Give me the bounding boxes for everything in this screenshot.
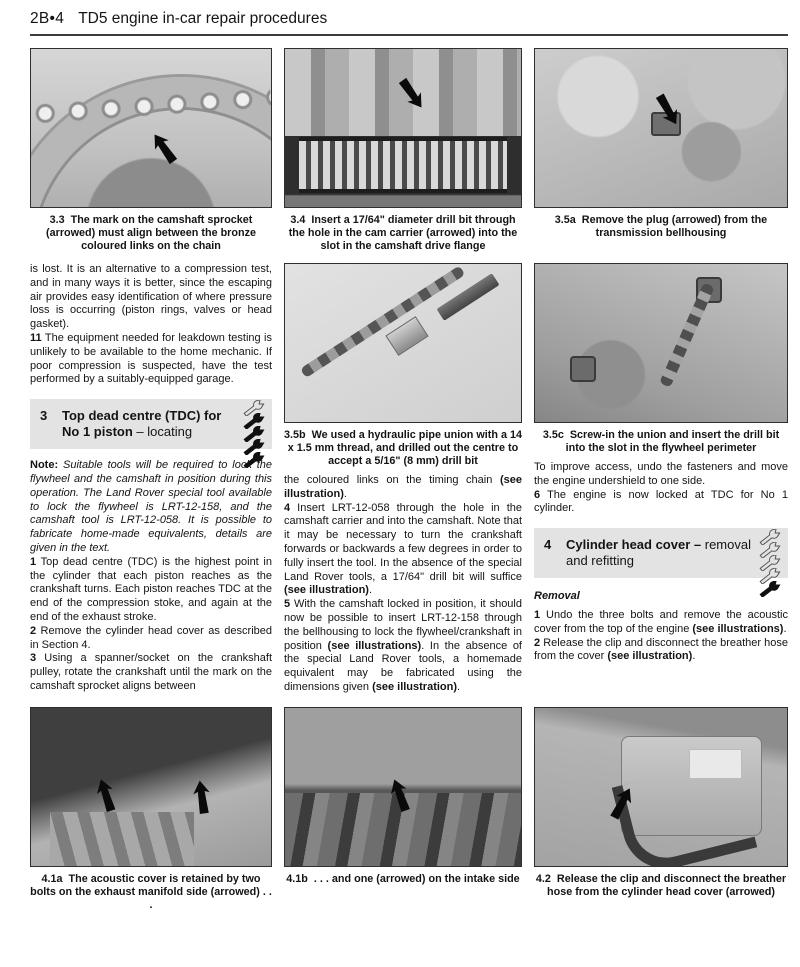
page-title: TD5 engine in-car repair procedures — [78, 10, 328, 27]
caption-3-5c: 3.5c Screw-in the union and insert the drill bit into the slot in the flywheel perimeter — [542, 429, 783, 454]
paragraph: 1 Undo the three bolts and remove the acoustic cover from the top of the engine (see illustrations). — [534, 608, 788, 635]
section-title: Top dead centre (TDC) for No 1 piston – locating — [62, 408, 222, 440]
spanner-icon — [757, 581, 783, 597]
paragraph: 1 Top dead centre (TDC) is the highest point in the cylinder that each piston reaches as the crankshaft turns. Each piston reaches TDC at the end of the compression stoke, and again at the end of the exhaust stroke. — [30, 555, 272, 623]
content-columns — [30, 263, 788, 695]
section-title: Cylinder head cover – removal and refitting — [566, 537, 751, 569]
caption-3-4: 3.4 Insert a 17/64" diameter drill bit through the hole in the cam carrier (arrowed) into the slot in the camshaft drive flange — [288, 214, 521, 252]
paragraph: 11 The equipment needed for leakdown testing is unlikely to be available to the home mechanic. If poor compression is suspected, have the test performed by a suitably-equipped garage. — [30, 331, 272, 386]
caption-3-5b: 3.5b We used a hydraulic pipe union with a 14 x 1.5 mm thread, and drilled out the centre to accept a 5/16" (8 mm) drill bit — [284, 429, 525, 467]
arrow-icon — [86, 774, 125, 816]
middle-column — [284, 263, 525, 695]
section-number: 3 — [40, 408, 48, 424]
paragraph: 5 With the camshaft locked in position, it should now be possible to insert LRT-12-158 through the bellhousing to lock the flywheel/crankshaft in position (see illustrations). In the absence of the special Land Rover tools, a homemade equivalent may be fabricated using the dimensions given (see illustration). — [284, 598, 522, 693]
paragraph: 6 The engine is now locked at TDC for No 1 cylinder. — [534, 488, 788, 515]
figure-3-5a — [534, 48, 788, 253]
header-divider — [30, 34, 788, 36]
drill-bit-shape — [659, 282, 715, 387]
paragraph: 3 Using a spanner/socket on the crankshaft pulley, rotate the crankshaft until the mark on the camshaft sprocket aligns between — [30, 652, 272, 692]
spanner-icon — [241, 452, 267, 468]
arrow-icon — [185, 778, 219, 816]
photo-pipe-union-drill — [284, 263, 522, 423]
bottom-photo-row — [30, 707, 788, 912]
paragraph: To improve access, undo the fasteners and move the engine undershield to one side. — [534, 461, 788, 487]
figure-4-2 — [534, 707, 788, 912]
photo-flywheel-drill — [534, 263, 788, 423]
paragraph: the coloured links on the timing chain (see illustration). — [284, 474, 522, 500]
paragraph: 4 Insert LRT-12-058 through the hole in the camshaft carrier and into the camshaft. Note that it may be necessary to turn the crankshaft forwards or backwards a few degrees in order to fully insert the tool. In the absence of the special Land Rover tools, a 17/64" drill bit will suffice (see illustration). — [284, 501, 522, 597]
drill-bit-shape — [300, 265, 465, 378]
photo-bellhousing-plug — [534, 48, 788, 208]
photo-camshaft-sprocket — [30, 48, 272, 208]
caption-4-1b: 4.1b . . . and one (arrowed) on the intake side — [286, 872, 520, 885]
paragraph: 2 Remove the cylinder head cover as described in Section 4. — [30, 624, 272, 651]
figure-4-1b — [284, 707, 522, 912]
removal-heading: Removal — [534, 590, 580, 603]
figure-3-3 — [30, 48, 272, 253]
paragraph: is lost. It is an alternative to a compression test, and in many ways it is better, since the escaping air provides easy identification of where pressure loss is occurring (piston rings, valves or head gasket). — [30, 263, 272, 331]
difficulty-rating — [241, 403, 267, 465]
caption-3-3: 3.3 The mark on the camshaft sprocket (arrowed) must align between the bronze coloured links on the chain — [46, 214, 259, 252]
figure-3-4 — [284, 48, 522, 253]
photo-breather-hose — [534, 707, 788, 867]
figure-4-1a — [30, 707, 275, 912]
manifold-shape — [50, 812, 194, 866]
paragraph: 2 Release the clip and disconnect the breather hose from the cover (see illustration). — [534, 636, 788, 663]
bolt-shape — [570, 356, 596, 382]
page-reference: 2B•4 — [30, 10, 65, 27]
caption-3-5a: 3.5a Remove the plug (arrowed) from the transmission bellhousing — [554, 214, 771, 239]
photo-cam-carrier — [284, 48, 522, 208]
section-number: 4 — [544, 537, 552, 553]
photo-acoustic-cover-exhaust — [30, 707, 272, 867]
page-header — [30, 8, 788, 28]
caption-4-2: 4.2 Release the clip and disconnect the breather hose from the cylinder head cover (arrowed) — [535, 872, 790, 898]
top-photo-row — [30, 48, 788, 253]
note-paragraph: Note: Suitable tools will be required to lock the flywheel and the camshaft in position during this operation. The Land Rover special tool available to lock the flywheel is LRT-12-158, and the camshaft tool is LRT-12-058. It is possible to fabricate home-made equivalents, details are given in the text. — [30, 459, 272, 554]
photo-acoustic-cover-intake — [284, 707, 522, 867]
left-column — [30, 263, 272, 694]
section-4-heading — [534, 528, 788, 578]
right-column — [534, 263, 788, 664]
caption-4-1a: 4.1a The acoustic cover is retained by two bolts on the exhaust manifold side (arrowed) . . . — [30, 872, 275, 911]
difficulty-rating — [757, 532, 783, 594]
section-3-heading — [30, 399, 272, 449]
timing-chain-shape — [299, 137, 507, 192]
